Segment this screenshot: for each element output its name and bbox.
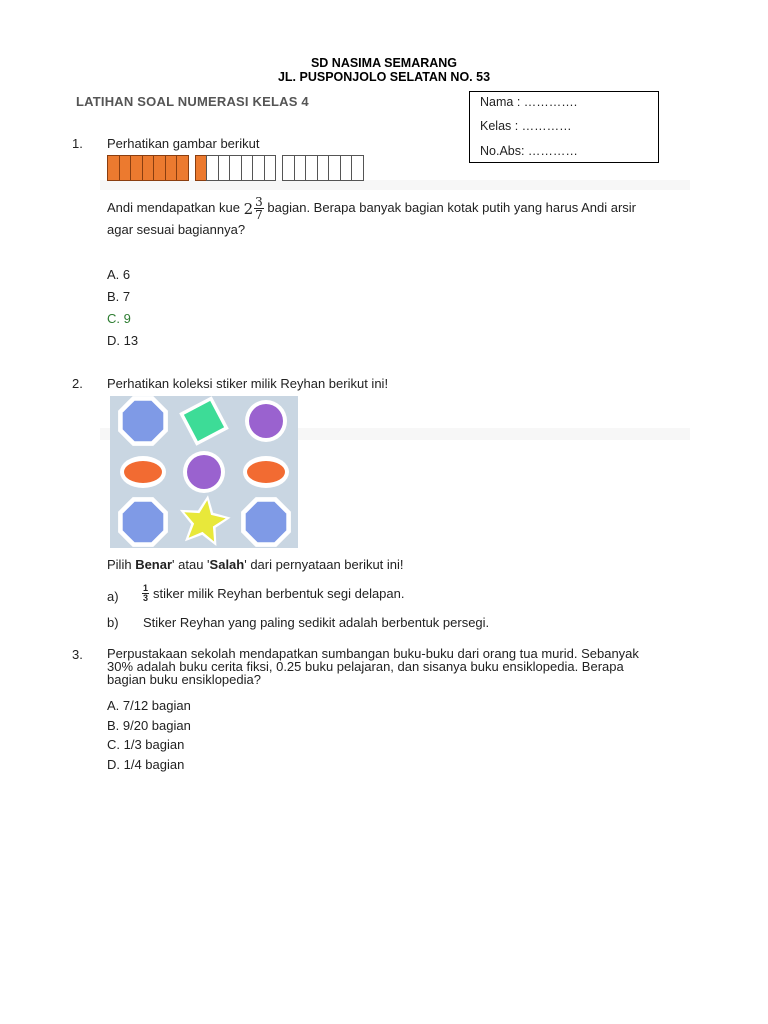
q1-option[interactable]: A. 6 [107, 267, 131, 282]
q3-options [107, 697, 191, 775]
q1-text-after: bagian. Berapa banyak bagian kotak putih yang harus Andi arsir [267, 199, 637, 215]
empty-cell[interactable] [351, 155, 364, 181]
q2-number: 2. [72, 376, 83, 391]
q2-statement-a-label: a) [107, 589, 119, 604]
q2-instruction [107, 557, 404, 572]
q3-number: 3. [72, 647, 83, 662]
school-name: SD NASIMA SEMARANG [310, 56, 458, 70]
statement-fraction [142, 584, 149, 603]
q1-statement [107, 196, 707, 221]
q3-text [107, 647, 639, 686]
q2-statement-b-label: b) [107, 615, 119, 630]
kelas-field[interactable]: Kelas : ………… [480, 119, 572, 133]
q1-text-before: Andi mendapatkan kue [107, 199, 240, 215]
band-decoration [100, 180, 690, 190]
q1-number: 1. [72, 136, 83, 151]
q2-benar-word: Benar [135, 557, 173, 572]
sticker-oval [124, 461, 162, 483]
sticker-octagon [123, 401, 164, 442]
filled-cell [176, 155, 189, 181]
noabs-field[interactable]: No.Abs: ………… [480, 144, 578, 158]
q1-options [107, 266, 138, 354]
sticker-grid [110, 396, 298, 548]
q2-instruction-mid: ' atau ' [172, 557, 210, 572]
student-identity-box [469, 91, 659, 163]
fraction-bar-group [195, 155, 276, 181]
sticker-circle [249, 404, 283, 438]
q3-option[interactable]: C. 1/3 bagian [107, 737, 185, 752]
q2-instruction-pre: Pilih [107, 557, 136, 572]
worksheet-title: LATIHAN SOAL NUMERASI KELAS 4 [76, 94, 309, 109]
q3-line: bagian buku ensiklopedia? [107, 672, 261, 687]
sticker-octagon [123, 502, 164, 543]
q1-text-line2: agar sesuai bagiannya? [107, 222, 246, 237]
q2-statement-b[interactable]: Stiker Reyhan yang paling sedikit adalah berbentuk persegi. [143, 615, 490, 630]
q3-line: 30% adalah buku cerita fiksi, 0.25 buku pelajaran, dan sisanya buku ensiklopedia. Berapa [107, 659, 624, 674]
mixed-numerator: 3 [255, 195, 263, 209]
q3-option[interactable]: A. 7/12 bagian [107, 698, 191, 713]
q2-salah-word: Salah [209, 557, 245, 572]
school-address: JL. PUSPONJOLO SELATAN NO. 53 [277, 70, 491, 84]
q2-statement-a[interactable] [140, 584, 404, 603]
q3-line: Perpustakaan sekolah mendapatkan sumbangan buku-buku dari orang tua murid. Sebanyak [107, 646, 639, 661]
empty-cell[interactable] [264, 155, 277, 181]
mixed-fraction [244, 196, 264, 221]
sticker-circle [187, 455, 221, 489]
sticker-oval [247, 461, 285, 483]
fraction-bar-group [282, 155, 363, 181]
q1-prompt: Perhatikan gambar berikut [107, 136, 260, 151]
statement-a-text: stiker milik Reyhan berbentuk segi delapan. [153, 586, 405, 601]
mixed-whole: 2 [243, 199, 254, 218]
fraction-bar [107, 155, 370, 181]
q3-option[interactable]: B. 9/20 bagian [107, 717, 191, 733]
statement-frac-den: 3 [143, 593, 149, 603]
q1-option[interactable]: B. 7 [107, 289, 131, 304]
q1-option[interactable]: D. 13 [107, 333, 139, 348]
sticker-octagon [246, 502, 287, 543]
sticker-collection-image [110, 396, 298, 548]
fraction-bar-group [107, 155, 188, 181]
q1-option[interactable]: C. 9 [107, 311, 131, 326]
nama-field[interactable]: Nama : …………. [480, 95, 578, 109]
q2-prompt: Perhatikan koleksi stiker milik Reyhan berikut ini! [107, 376, 389, 391]
sticker-square [184, 401, 224, 441]
statement-frac-num: 1 [143, 583, 149, 593]
q2-instruction-post: ' dari pernyataan berikut ini! [244, 557, 404, 572]
mixed-denominator: 7 [255, 208, 263, 222]
q3-option[interactable]: D. 1/4 bagian [107, 756, 185, 772]
